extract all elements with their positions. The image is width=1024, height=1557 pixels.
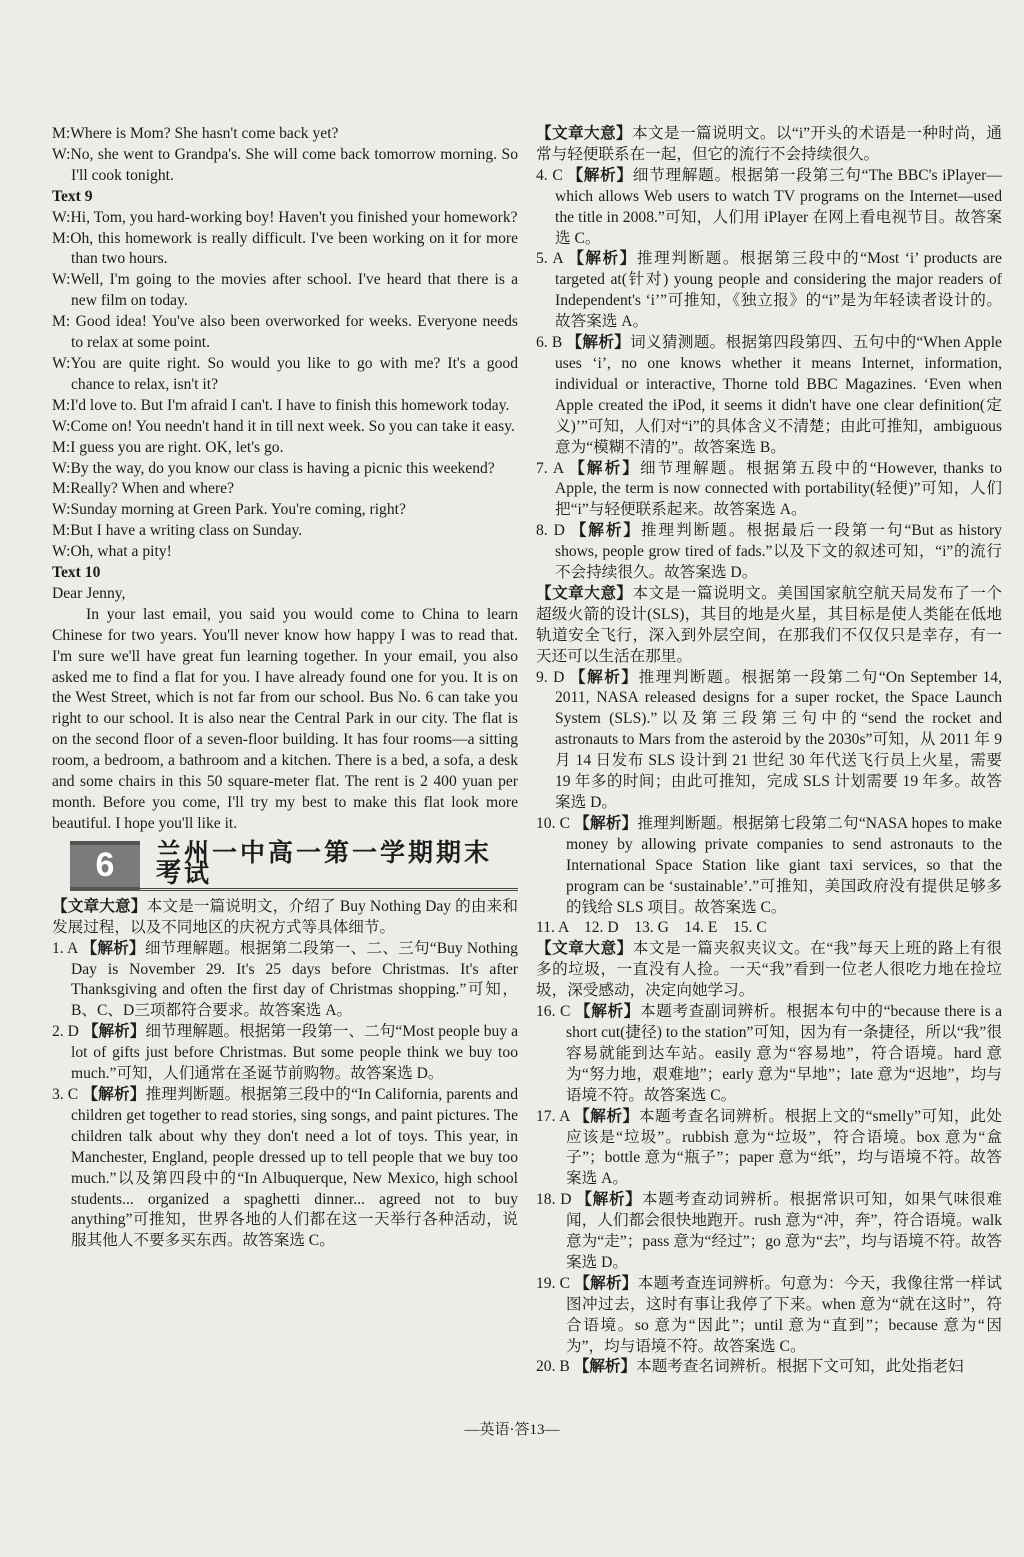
answer-number: 2. D	[52, 1023, 79, 1041]
answer-item	[536, 459, 1002, 522]
answer-text: 本题考查动词辨析。根据常识可知，如果气味很难闻，人们都会很快地跑开。rush 意为“冲，奔”，符合语境。walk 意为“走”；pass 意为“经过”；go 意为“去”，均与语境不符。故答案选 D。	[566, 1191, 1002, 1271]
answer-item	[52, 939, 518, 1023]
answer-text: 本题考查名词辨析。根据上文的“smelly”可知，此处应该是“垃圾”。rubbish 意为“垃圾”，符合语境。box 意为“盒子”；bottle 意为“瓶子”；paper 意为“纸”，均与语境不符。故答案选 A。	[566, 1107, 1002, 1188]
answer-text: 细节理解题。根据第五段中的“However, thanks to Apple, the term is now connected with portability(轻便)”可知，人们把“i”与轻便联系起来。故答案选 A。	[555, 459, 1002, 519]
article-summary	[536, 584, 1002, 668]
answer-number: 16. C	[536, 1003, 571, 1021]
answer-item	[536, 333, 1002, 458]
answer-number: 10. C	[536, 814, 571, 832]
answer-text: 推理判断题。根据第一段第二句“On September 14, 2011, NASA released designs for a super rocket, the Space Launch System (SLS).”以及第三段第三句中的“send the rocket and astronauts to Mars from the asteroid by the 2030s”可知，从 2011 年 9 月 14 日发布 SLS 设计到 21 世纪 30 年代送飞行员上火星，需要 19 年多的时间；由此可推知，完成 SLS 计划需要 19 年多。故答案选 D。	[555, 668, 1002, 811]
answer-tag: 【解析】	[574, 1107, 639, 1125]
answer-number: 9. D	[536, 668, 565, 686]
answer-text: 词义猜测题。根据第四段第四、五句中的“When Apple uses ‘i’, no one knows whether it means Internet, information, individual or interactive, Thorne told BBC Magazines. ‘Even when Apple created the iPod, it seems it didn't have one clear definition(定义)’”可知，人们对“i”的具体含义不清楚；由此可推知，ambiguous 意为“模糊不清的”。故答案选 B。	[555, 334, 1002, 456]
answer-number: 20. B	[536, 1358, 570, 1376]
answer-item	[536, 1357, 1002, 1378]
answer-tag: 【解析】	[568, 250, 637, 268]
answer-item	[536, 521, 1002, 584]
summary-text: 本文是一篇说明文。美国国家航空航天局发布了一个超级火箭的设计(SLS)，其目的地是火星，其目标是使人类能在低地轨道安全飞行，深入到外层空间，在那我们不仅仅只是幸存，有一天还可以生活在那里。	[536, 584, 1002, 665]
answer-text: 细节理解题。根据第二段第一、二、三句“Buy Nothing Day is November 29. It's 25 days before Christmas. It's after Thanksgiving and often the first day of Christmas shopping.”可知，B、C、D三项都符合要求。故答案选 A。	[71, 939, 518, 1020]
dialog-line: M:Really? When and where?	[52, 480, 235, 498]
answer-tag: 【解析】	[567, 166, 633, 184]
answer-tag: 【解析】	[569, 668, 639, 686]
answer-tag: 【解析】	[574, 1274, 638, 1292]
summary-tag: 【文章大意】	[536, 940, 633, 958]
dialog-line: W:By the way, do you know our class is having a picnic this weekend?	[52, 459, 495, 477]
dialog-line: W:Well, I'm going to the movies after school. I've heard that there is a new film on today.	[52, 271, 518, 310]
dialog-line: M:Where is Mom? She hasn't come back yet?	[52, 125, 339, 142]
dialog-line: M:I guess you are right. OK, let's go.	[52, 438, 284, 456]
right-column	[536, 124, 1002, 1378]
answer-tag: 【解析】	[82, 1023, 146, 1041]
answer-tag: 【解析】	[566, 334, 631, 352]
answer-item	[536, 166, 1002, 250]
text9-dialog	[52, 208, 518, 563]
summary-text: 本文是一篇夹叙夹议文。在“我”每天上班的路上有很多的垃圾，一直没有人捡。一天“我”看到一位老人很吃力地在捡垃圾，深受感动，决定向她学习。	[536, 940, 1002, 1000]
left-column	[52, 124, 518, 1252]
summary-text: 本文是一篇说明文，介绍了 Buy Nothing Day 的由来和发展过程，以及不同地区的庆祝方式等具体细节。	[52, 897, 518, 936]
summary-tag: 【文章大意】	[52, 897, 147, 915]
dialog-line: W:You are quite right. So would you like to go with me? It's a good chance to relax, isn't it?	[52, 354, 518, 393]
dialog-line: W:No, she went to Grandpa's. She will come back tomorrow morning. So I'll cook tonight.	[52, 145, 518, 184]
dialog-line: W:Come on! You needn't hand it in till next week. So you can take it easy.	[52, 417, 515, 435]
page-footer: —英语·答13—	[464, 1422, 560, 1438]
answer-number: 17. A	[536, 1107, 570, 1125]
answer-tag: 【解析】	[570, 522, 641, 540]
answer-tag: 【解析】	[569, 459, 640, 477]
answer-text: 推理判断题。根据第三段中的“Most ‘i’ products are targeted at(针对) young people and considering the major readers of Independent's ‘i’”可推知，《独立报》的“i”是为年轻读者设计的。故答案选 A。	[555, 250, 1002, 331]
letter-body: In your last email, you said you would come to China to learn Chinese for two years. You'll never know how happy I was to read that. I'm sure we'll have great fun learning together. In your email, you also asked me to find a flat for you. I have already found one for you. It is on the West Street, which is not far from our school. Bus No. 6 can take you right to our school. It is also near the Central Park in our city. The flat is on the second floor of a seven-floor building. It has four rooms—a sitting room, a bedroom, a bathroom and a kitchen. There is a bed, a sofa, a desk and some chairs in this 50 square-meter flat. The rent is 2 400 yuan per month. Before you come, I'll try my best to make this flat look more beautiful. I hope you'll like it.	[52, 605, 518, 832]
section-title: 兰州一中高一第一学期期末考试	[140, 841, 518, 891]
dialog-line: W:Oh, what a pity!	[52, 543, 172, 561]
answer-row: 11. A 12. D 13. G 14. E 15. C	[536, 919, 767, 937]
answer-item	[536, 1107, 1002, 1191]
answer-item	[536, 249, 1002, 333]
answer-text: 本题考查连词辨析。句意为：今天，我像往常一样试图冲过去，这时有事让我停了下来。when 意为“就在这时”，符合语境。so 意为“因此”；until 意为“直到”；because 意为“因为”，均与语境不符。故答案选 C。	[566, 1274, 1002, 1355]
answer-tag: 【解析】	[574, 814, 638, 832]
dialog-line: M:Oh, this homework is really difficult. I've been working on it for more than two hours.	[52, 229, 518, 268]
answer-text: 本题考查名词辨析。根据下文可知，此处指老妇	[636, 1358, 964, 1376]
answer-number: 7. A	[536, 459, 564, 477]
text-heading: Text 9	[52, 187, 93, 205]
answer-text: 推理判断题。根据第三段中的“In California, parents and children get together to read stories, sing songs, and paint pictures. The children talk about why they don't need a lot of toys. This year, in Manchester, England, people dressed up to tell people that we buy too much.”以及第四段中的“In Albuquerque, New Mexico, high school students... organized a spaghetti dinner... agreed not to buy anything”可推知，世界各地的人们都在这一天举行各种活动，说服其他人不要多买东西。故答案选 C。	[71, 1085, 518, 1250]
answer-tag: 【解析】	[576, 1191, 642, 1209]
answer-item	[536, 814, 1002, 919]
answer-text: 本题考查副词辨析。根据本句中的“because there is a short cut(捷径) to the station”可知，因为有一条捷径，所以“我”很容易就能到达车站。easily 意为“容易地”，符合语境。hard 意为“努力地，艰难地”；early 意为“早地”；late 意为“迟地”，均与语境不符。故答案选 C。	[566, 1003, 1002, 1104]
answer-item	[52, 1085, 518, 1252]
dialog-line: W:Sunday morning at Green Park. You're coming, right?	[52, 501, 406, 519]
dialog-line: W:Hi, Tom, you hard-working boy! Haven't you finished your homework?	[52, 208, 518, 226]
answer-text: 推理判断题。根据最后一段第一句“But as history shows, people grow tired of fads.”以及下文的叙述可知，“i”的流行不会持续很久。故答案选 D。	[555, 522, 1002, 582]
answer-item	[52, 1022, 518, 1085]
answer-text: 细节理解题。根据第一段第三句“The BBC's iPlayer—which allows Web users to watch TV programs on the Internet—used the title in 2008.”可知，人们用 iPlayer 在网上看电视节目。故答案选 C。	[555, 166, 1002, 247]
summary-tag: 【文章大意】	[536, 125, 632, 142]
answer-tag: 【解析】	[81, 939, 145, 957]
answer-text: 推理判断题。根据第七段第二句“NASA hopes to make money by allowing private companies to send astronauts to the International Space Station like giant taxi services, so that the program can be ‘sustainable’.”可推知，美国政府没有提供足够多的钱给 SLS 项目。故答案选 C。	[566, 814, 1002, 916]
article-summary	[536, 124, 1002, 166]
section-number: 6	[70, 841, 140, 891]
answer-item	[536, 668, 1002, 814]
answer-item	[536, 1002, 1002, 1107]
answer-number: 5. A	[536, 250, 563, 268]
article-summary	[52, 897, 518, 939]
answer-tag: 【解析】	[575, 1003, 640, 1021]
answer-number: 3. C	[52, 1085, 79, 1103]
section-banner	[70, 838, 518, 891]
answer-number: 1. A	[52, 939, 78, 957]
answer-number: 18. D	[536, 1191, 572, 1209]
dialog-line: M: Good idea! You've also been overworked for weeks. Everyone needs to relax at some point.	[52, 313, 518, 352]
answer-number: 8. D	[536, 522, 565, 540]
answer-item	[536, 1190, 1002, 1274]
answer-text: 细节理解题。根据第一段第一、二句“Most people buy a lot of gifts just before Christmas. But some people think we buy too much.”可知，人们通常在圣诞节前购物。故答案选 D。	[71, 1023, 518, 1083]
dialog-line: M:But I have a writing class on Sunday.	[52, 522, 303, 540]
article-summary	[536, 939, 1002, 1002]
text-heading: Text 10	[52, 564, 101, 582]
answer-number: 4. C	[536, 166, 563, 184]
summary-text: 本文是一篇说明文。以“i”开头的术语是一种时尚，通常与轻便联系在一起，但它的流行不会持续很久。	[536, 125, 1002, 163]
answer-tag: 【解析】	[82, 1085, 146, 1103]
answer-number: 6. B	[536, 334, 563, 352]
summary-tag: 【文章大意】	[536, 584, 633, 602]
letter-greeting: Dear Jenny,	[52, 584, 126, 602]
dialog-line: M:I'd love to. But I'm afraid I can't. I have to finish this homework today.	[52, 396, 510, 414]
answer-tag: 【解析】	[573, 1358, 637, 1376]
answer-item	[536, 1274, 1002, 1358]
answer-number: 19. C	[536, 1274, 571, 1292]
